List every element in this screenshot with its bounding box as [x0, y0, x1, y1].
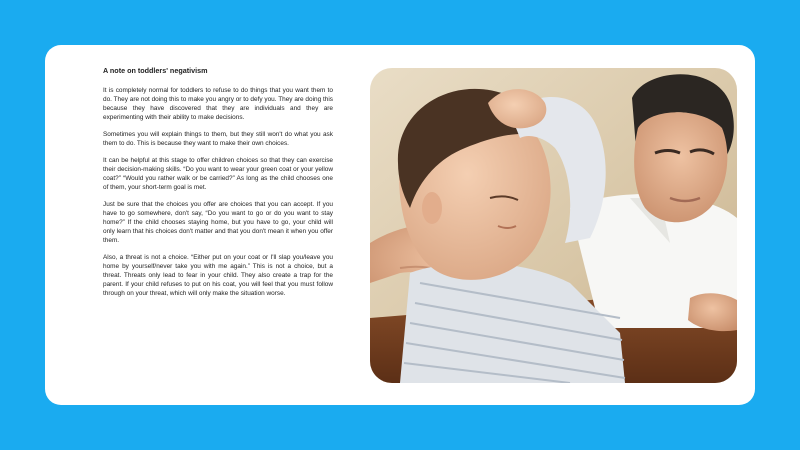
article-paragraph-2: Sometimes you will explain things to them, but they still won't do what you ask them to do. This is because they want to make their own choices. [103, 130, 333, 147]
article-paragraph-4: Just be sure that the choices you offer are choices that you can accept. If you have to go somewhere, don't say, “Do you want to go or do you want to stay home?” If the child chooses staying home, but you have to go, your child will only learn that his choices don't matter and that you don't mean it when you offer them. [103, 200, 333, 244]
slide-card [45, 45, 755, 405]
parent-child-photo [370, 68, 737, 383]
article-paragraph-1: It is completely normal for toddlers to refuse to do things that you want them to do. They are not doing this to make you angry or to defy you. They are doing this because they have discovered that they are individuals and they are experimenting with their ability to make decisions. [103, 86, 333, 121]
article-heading: A note on toddlers' negativism [103, 66, 208, 75]
article-text [103, 67, 333, 306]
article-paragraph-5: Also, a threat is not a choice. “Either put on your coat or I'll slap you/leave you home by yourself/never take you with me again.” This is not a choice, but a threat. Threats only lead to fear in your child. They also create a trap for the parent. If your child refuses to put on his coat, you will feel that you must follow through on your threat, which will only make the situation worse. [103, 253, 333, 297]
article-paragraph-3: It can be helpful at this stage to offer children choices so that they can exercise their decision-making skills. “Do you want to wear your green coat or your yellow coat?” “Would you rather walk or be carried?” As long as the child chooses one of them, your short-term goal is met. [103, 156, 333, 191]
